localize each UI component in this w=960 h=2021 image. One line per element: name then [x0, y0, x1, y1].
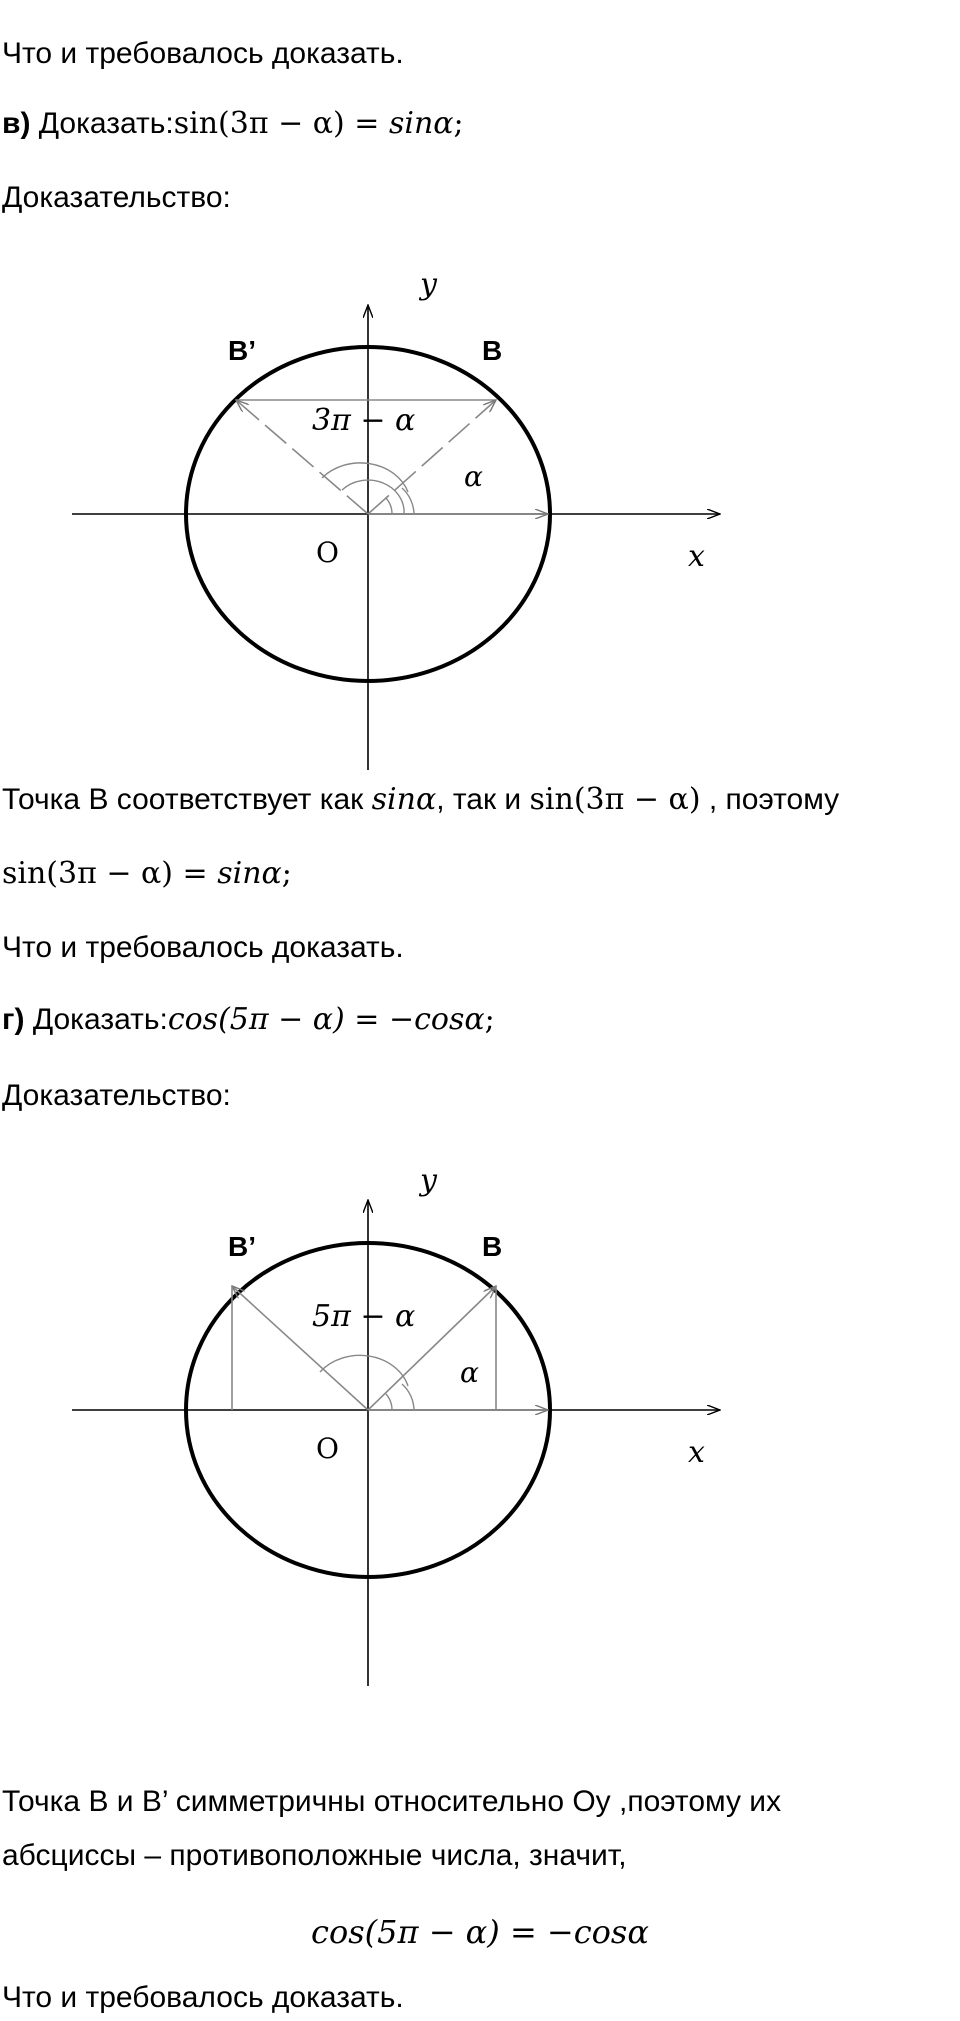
prove-prefix: Доказать: [38, 107, 174, 140]
y-axis-label-g: y [420, 1163, 437, 1198]
part-g-statement [2, 1000, 495, 1040]
unit-circle-diagram-v [0, 260, 960, 780]
point-b-label-g: B [482, 1231, 503, 1262]
result-v-lhs: sin(3π − α) = [2, 856, 218, 891]
conclusion-g: Что и требовалось доказать. [2, 1981, 404, 2014]
point-b-text-2: , так и [436, 783, 530, 816]
x-axis-label: x [688, 539, 705, 574]
angle-arc-big-outer [322, 463, 408, 492]
angle-big-label-g: 5π − α [312, 1299, 416, 1334]
semicolon-g: ; [484, 1002, 495, 1037]
point-b-label: B [482, 335, 503, 366]
symmetry-text-2: абсциссы – противоположные числа, значит, [2, 1839, 627, 1872]
result-v [2, 854, 292, 894]
angle-big-label: 3π − α [312, 403, 416, 438]
angle-arc-small-g [386, 1394, 392, 1410]
conclusion-top: Что и требовалось доказать. [2, 37, 404, 70]
part-v-formula-fn: sin(3π − α) = [173, 106, 389, 141]
result-v-semicolon: ; [281, 856, 292, 891]
proof-label-v: Доказательство: [2, 181, 231, 214]
point-b-text-3: , поэтому [700, 783, 840, 816]
point-b-sin3: sin(3π − α) [529, 782, 701, 817]
prove-prefix-g: Доказать: [32, 1003, 168, 1036]
point-bprime-label: B’ [228, 335, 256, 366]
part-v-formula-rhs: sinα [388, 106, 454, 141]
y-axis-label: y [420, 267, 437, 302]
angle-small-label-g: α [460, 1356, 479, 1389]
semicolon: ; [453, 106, 464, 141]
angle-small-label: α [464, 460, 483, 493]
part-g-label: г) [2, 1003, 25, 1036]
unit-circle-diagram-g [0, 1156, 960, 1696]
angle-arc-big-g [320, 1355, 408, 1386]
conclusion-v: Что и требовалось доказать. [2, 931, 404, 964]
point-b-sin: sinα [371, 782, 437, 817]
part-v-label: в) [2, 107, 31, 140]
point-b-text-1: Точка B соответствует как [2, 783, 372, 816]
angle-arc-small-2-g [402, 1384, 414, 1410]
result-g: cos(5π − α) = −cosα [311, 1913, 649, 1951]
point-b-sentence [2, 780, 839, 820]
result-v-rhs: sinα [217, 856, 282, 891]
origin-label: O [316, 536, 339, 569]
part-v-statement [2, 104, 464, 144]
symmetry-text-1: Точка B и B’ симметричны относительно Oy ,поэтому их [2, 1785, 782, 1818]
origin-label-g: O [316, 1432, 339, 1465]
part-g-formula: cos(5π − α) = −cosα [167, 1002, 485, 1037]
x-axis-label-g: x [688, 1435, 705, 1470]
angle-arc-small [386, 498, 392, 514]
point-bprime-label-g: B’ [228, 1231, 256, 1262]
proof-label-g: Доказательство: [2, 1079, 231, 1112]
